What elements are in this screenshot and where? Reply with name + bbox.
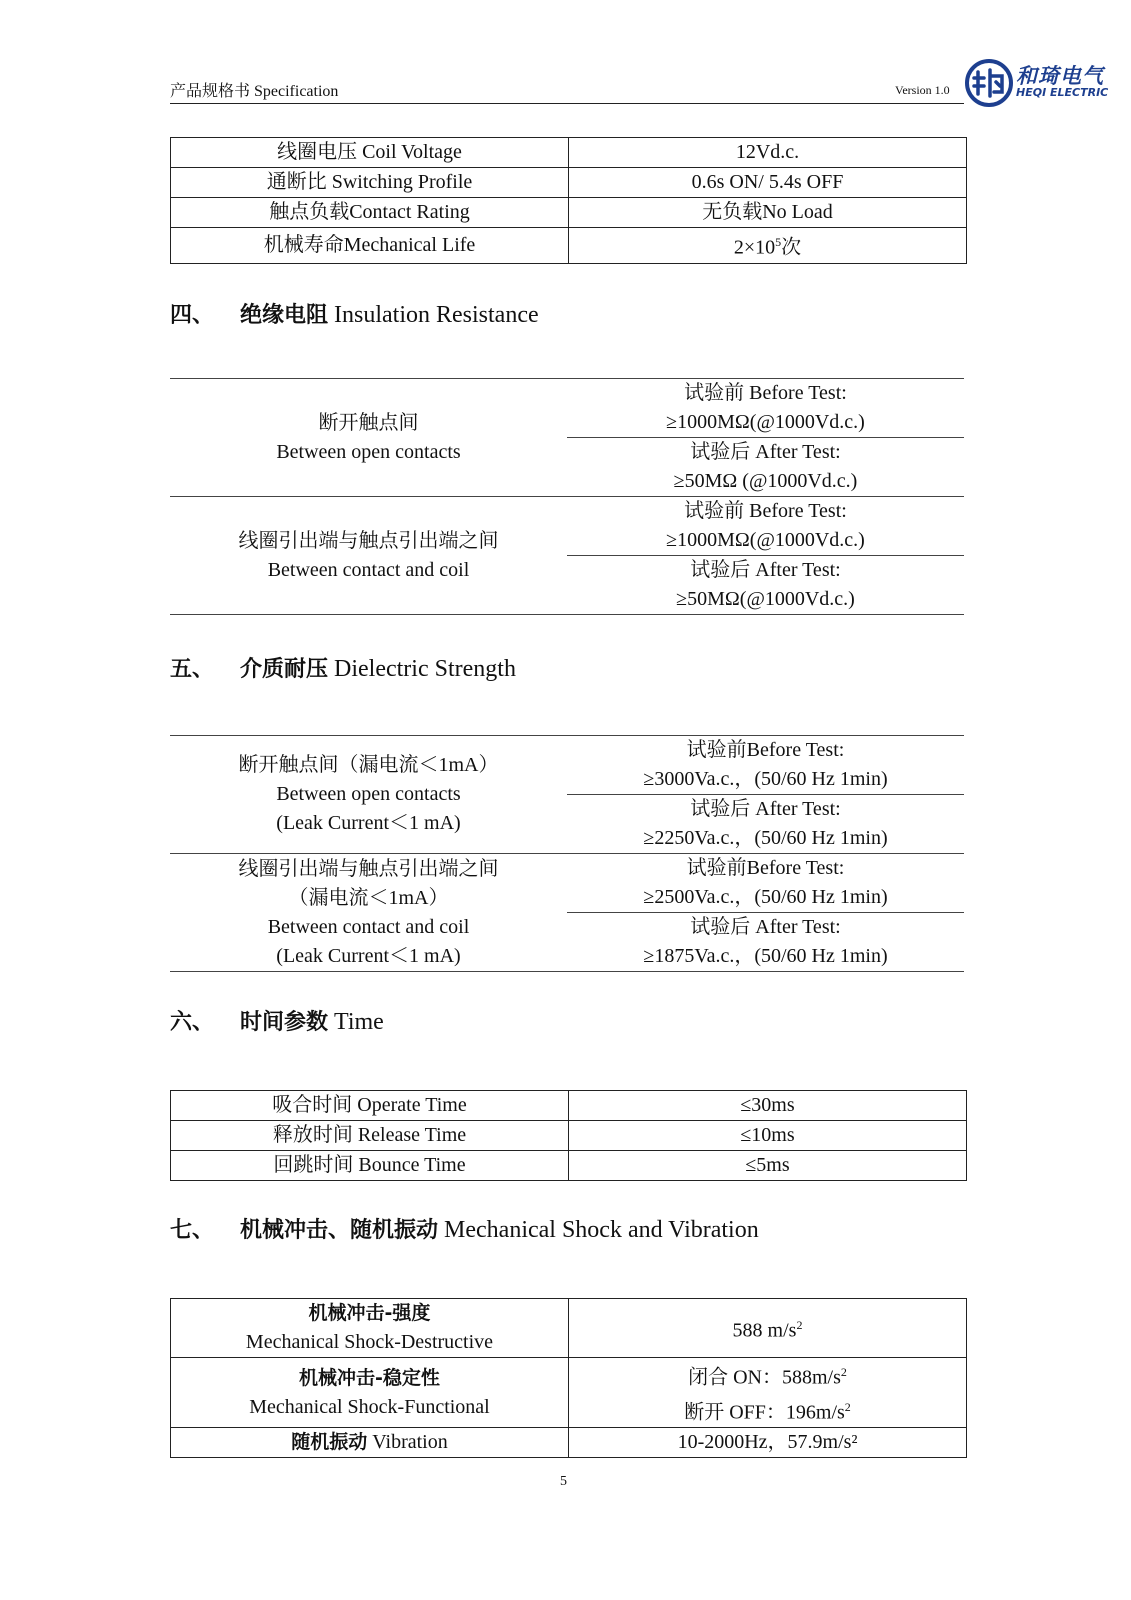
time-value: ≤30ms [569, 1091, 967, 1121]
label-en: Between contact and coil [267, 558, 470, 581]
table-row [171, 138, 967, 168]
before-label: 试验前 Before Test: [684, 500, 847, 522]
table-row [170, 497, 964, 556]
table-row [171, 198, 967, 228]
section-title-en: Dielectric Strength [328, 656, 516, 682]
table-row [171, 1428, 967, 1458]
label-zh: 机械冲击-强度 [308, 1302, 431, 1324]
table-row [171, 228, 967, 264]
label-line: 线圈引出端与触点引出端之间 [238, 857, 499, 880]
table-row [171, 168, 967, 198]
value-base: 闭合 ON：588m/s [688, 1366, 841, 1389]
shock-value [569, 1358, 967, 1428]
after-value: ≥50MΩ(@1000Vd.c.) [676, 588, 855, 610]
spec-value: 0.6s ON/ 5.4s OFF [569, 168, 967, 198]
label-en: Vibration [367, 1431, 448, 1454]
spec-value: 无负载No Load [569, 198, 967, 228]
label-en: Between open contacts [276, 440, 461, 463]
table-row [171, 1121, 967, 1151]
off-value [569, 1393, 966, 1428]
before-value: ≥1000MΩ(@1000Vd.c.) [666, 529, 865, 551]
time-table [170, 1090, 967, 1181]
shock-value [569, 1299, 967, 1358]
before-value: ≥3000Va.c.，(50/60 Hz 1min) [643, 768, 888, 790]
label-en: Mechanical Shock-Functional [249, 1395, 490, 1418]
value-base: 断开 OFF：196m/s [684, 1401, 845, 1424]
shock-table [170, 1298, 967, 1458]
section-title-zh: 机械冲击、随机振动 [240, 1218, 439, 1243]
value-tail: 次 [781, 236, 802, 259]
after-value: ≥2250Va.c.，(50/60 Hz 1min) [643, 827, 888, 849]
label-line: Between open contacts [276, 783, 461, 805]
table-row [170, 379, 964, 438]
section-title-zh: 介质耐压 [240, 657, 329, 682]
spec-label: 触点负载Contact Rating [171, 198, 569, 228]
value-sup: 5 [775, 235, 782, 249]
logo-emblem-icon [964, 58, 1014, 108]
logo-en-text: HEQI ELECTRIC [1016, 86, 1109, 99]
label-line: （漏电流＜1mA） [288, 886, 449, 909]
before-test-cell [567, 379, 964, 438]
table-row [170, 854, 964, 913]
table-row [171, 1299, 967, 1358]
label-line: (Leak Current＜1 mA) [276, 944, 461, 967]
section-title-shock [170, 1213, 759, 1244]
time-label: 吸合时间 Operate Time [171, 1091, 569, 1121]
before-test-cell [567, 736, 964, 795]
after-test-cell [567, 438, 964, 497]
spec-value [569, 228, 967, 264]
before-label: 试验前Before Test: [686, 739, 845, 761]
section-number: 七、 [170, 1218, 215, 1243]
section-title-en: Insulation Resistance [328, 302, 539, 328]
after-test-cell [567, 913, 964, 972]
on-value [569, 1358, 966, 1393]
after-value: ≥50MΩ (@1000Vd.c.) [673, 470, 858, 492]
after-label: 试验后 After Test: [690, 798, 841, 820]
label-zh: 断开触点间 [318, 411, 419, 434]
value-sup: 2 [796, 1317, 803, 1332]
value-base: 588 m/s [732, 1319, 797, 1342]
section-number: 五、 [170, 657, 215, 682]
spec-value: 12Vd.c. [569, 138, 967, 168]
before-label: 试验前Before Test: [686, 857, 845, 879]
spec-label: 机械寿命Mechanical Life [171, 228, 569, 264]
after-test-cell [567, 795, 964, 854]
time-label: 回跳时间 Bounce Time [171, 1151, 569, 1181]
section-number: 四、 [170, 303, 215, 328]
header-version: Version 1.0 [895, 83, 950, 97]
before-test-cell [567, 854, 964, 913]
header-divider [170, 103, 964, 104]
logo-zh-text: 和琦电气 [1016, 64, 1104, 88]
insulation-label [170, 497, 567, 615]
section-title-zh: 时间参数 [240, 1010, 329, 1035]
time-value: ≤10ms [569, 1121, 967, 1151]
before-value: ≥1000MΩ(@1000Vd.c.) [666, 411, 865, 433]
label-zh: 线圈引出端与触点引出端之间 [238, 529, 499, 552]
after-value: ≥1875Va.c.，(50/60 Hz 1min) [643, 945, 888, 967]
section-title-en: Time [328, 1009, 384, 1035]
before-value: ≥2500Va.c.，(50/60 Hz 1min) [643, 886, 888, 908]
insulation-table [170, 378, 964, 615]
label-zh: 随机振动 [291, 1431, 368, 1454]
insulation-label [170, 379, 567, 497]
section-title-time [170, 1005, 384, 1036]
dielectric-table [170, 735, 964, 972]
table-row [171, 1091, 967, 1121]
shock-label [171, 1299, 569, 1358]
after-label: 试验后 After Test: [690, 559, 841, 581]
value-sup: 2 [844, 1399, 851, 1414]
before-label: 试验前 Before Test: [684, 382, 847, 404]
page-number: 5 [560, 1474, 567, 1489]
table-row [171, 1358, 967, 1428]
section-title-en: Mechanical Shock and Vibration [438, 1217, 759, 1243]
company-logo [964, 58, 1114, 108]
table-row [171, 1151, 967, 1181]
shock-label [171, 1428, 569, 1458]
section-title-insulation [170, 298, 539, 329]
time-label: 释放时间 Release Time [171, 1121, 569, 1151]
section-number: 六、 [170, 1010, 215, 1035]
label-line: 断开触点间（漏电流＜1mA） [238, 754, 499, 776]
after-label: 试验后 After Test: [690, 916, 841, 938]
spec-label: 线圈电压 Coil Voltage [171, 138, 569, 168]
coil-spec-table [170, 137, 967, 264]
label-line: Between contact and coil [267, 915, 470, 938]
time-value: ≤5ms [569, 1151, 967, 1181]
label-en: Mechanical Shock-Destructive [245, 1331, 494, 1353]
shock-value: 10-2000Hz，57.9m/s² [569, 1428, 967, 1458]
after-test-cell [567, 556, 964, 615]
header-doc-title: 产品规格书 Specification [170, 83, 339, 100]
value-sup: 2 [840, 1365, 847, 1379]
dielectric-label [170, 854, 567, 972]
section-title-dielectric [170, 652, 516, 683]
table-row [170, 736, 964, 795]
label-line: (Leak Current＜1 mA) [276, 812, 461, 834]
shock-label [171, 1358, 569, 1428]
section-title-zh: 绝缘电阻 [240, 303, 329, 328]
after-label: 试验后 After Test: [690, 441, 841, 463]
before-test-cell [567, 497, 964, 556]
value-base: 2×10 [733, 236, 776, 259]
dielectric-label [170, 736, 567, 854]
label-zh: 机械冲击-稳定性 [299, 1366, 440, 1389]
spec-label: 通断比 Switching Profile [171, 168, 569, 198]
